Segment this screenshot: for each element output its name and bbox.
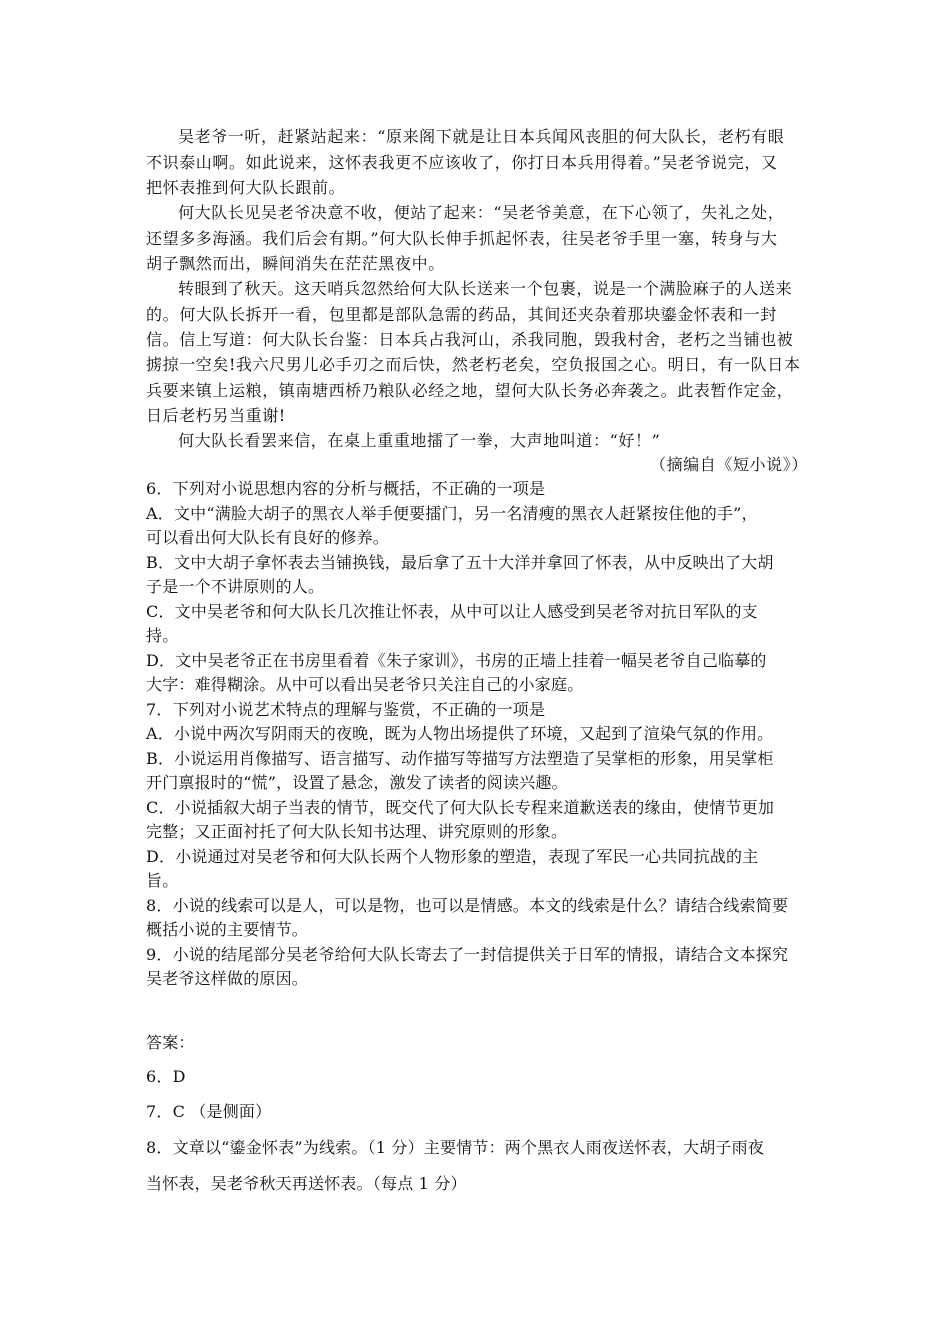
story-line: 掳掠一空矣!我六尺男儿必手刃之而后快，然老朽老矣，空负报国之心。明日，有一队日本	[146, 355, 801, 374]
story-line: 转眼到了秋天。这天哨兵忽然给何大队长送来一个包裹，说是一个满脸麻子的人送来	[178, 279, 793, 298]
story-line: 把怀表推到何大队长跟前。	[146, 178, 346, 197]
question-7-option-d-cont: 旨。	[146, 871, 179, 890]
answer-8-cont: 当怀表，吴老爷秋天再送怀表。（每点 1 分）	[146, 1174, 467, 1193]
question-8-stem: 8．小说的线索可以是人，可以是物，也可以是情感。本文的线索是什么？请结合线索简要	[146, 896, 789, 915]
answer-6: 6．D	[146, 1067, 186, 1086]
question-7-option-b-cont: 开门禀报时的“慌”，设置了悬念，激发了读者的阅读兴趣。	[146, 773, 568, 792]
question-6-option-a-cont: 可以看出何大队长有良好的修养。	[146, 528, 390, 547]
source-attribution: （摘编自《短小说》）	[649, 455, 808, 474]
answer-7: 7．C （是侧面）	[146, 1102, 272, 1121]
story-line: 日后老朽另当重谢!	[146, 406, 286, 425]
question-6-option-d: D．文中吴老爷正在书房里看着《朱子家训》，书房的正墙上挂着一幅吴老爷自己临摹的	[146, 651, 767, 670]
story-line: 何大队长看罢来信，在桌上重重地擂了一拳，大声地叫道：“好！”	[178, 431, 661, 450]
question-6-option-b-cont: 子是一个不讲原则的人。	[146, 577, 325, 596]
story-line: 胡子飘然而出，瞬间消失在茫茫黑夜中。	[146, 254, 445, 273]
question-6-option-a: A．文中“满脸大胡子的黑衣人举手便要擂门，另一名清瘦的黑衣人赶紧按住他的手”，	[146, 504, 758, 523]
question-6-option-c-cont: 持。	[146, 626, 179, 645]
question-9-stem-cont: 吴老爷这样做的原因。	[146, 969, 309, 988]
story-line: 吴老爷一听，赶紧站起来：“原来阁下就是让日本兵闻风丧胆的何大队长，老朽有眼	[178, 127, 785, 146]
question-8-stem-cont: 概括小说的主要情节。	[146, 920, 309, 939]
story-line: 不识泰山啊。如此说来，这怀表我更不应该收了，你打日本兵用得着。”吴老爷说完，又	[146, 153, 778, 172]
question-7-option-c: C．小说插叙大胡子当表的情节，既交代了何大队长专程来道歉送表的缘由，使情节更加	[146, 798, 775, 817]
story-line: 的。何大队长拆开一看，包里都是部队急需的药品，其间还夹杂着那块鎏金怀表和一封	[146, 305, 777, 324]
story-line: 何大队长见吴老爷决意不收，便站了起来：“吴老爷美意，在下心领了，失礼之处，	[178, 203, 785, 222]
question-7-option-c-cont: 完整；又正面衬托了何大队长知书达理、讲究原则的形象。	[146, 822, 568, 841]
question-7-option-d: D．小说通过对吴老爷和何大队长两个人物形象的塑造，表现了军民一心共同抗战的主	[146, 847, 759, 866]
question-9-stem: 9．小说的结尾部分吴老爷给何大队长寄去了一封信提供关于日军的情报，请结合文本探究	[146, 945, 789, 964]
question-7-stem: 7．下列对小说艺术特点的理解与鉴赏，不正确的一项是	[146, 700, 546, 719]
question-6-option-b: B．文中大胡子拿怀表去当铺换钱，最后拿了五十大洋并拿回了怀表，从中反映出了大胡	[146, 553, 774, 572]
question-6-stem: 6．下列对小说思想内容的分析与概括，不正确的一项是	[146, 479, 546, 498]
story-line: 兵要来镇上运粮，镇南塘西桥乃粮队必经之地，望何大队长务必奔袭之。此表暂作定金，	[146, 381, 794, 400]
story-line: 还望多多海涵。我们后会有期。”何大队长伸手抓起怀表，往吴老爷手里一塞，转身与大	[146, 229, 778, 248]
question-7-option-a: A．小说中两次写阴雨天的夜晚，既为人物出场提供了环境，又起到了渲染气氛的作用。	[146, 724, 774, 743]
question-6-option-d-cont: 大字：难得糊涂。从中可以看出吴老爷只关注自己的小家庭。	[146, 675, 584, 694]
answer-8: 8．文章以“鎏金怀表”为线索。（1 分）主要情节：两个黑衣人雨夜送怀表，大胡子雨夜	[146, 1138, 765, 1157]
question-6-option-c: C．文中吴老爷和何大队长几次推让怀表，从中可以让人感受到吴老爷对抗日军队的支	[146, 602, 758, 621]
question-7-option-b: B．小说运用肖像描写、语言描写、动作描写等描写方法塑造了吴掌柜的形象，用吴掌柜	[146, 749, 774, 768]
answers-heading: 答案：	[146, 1033, 195, 1052]
story-line: 信。信上写道：何大队长台鉴：日本兵占我河山，杀我同胞，毁我村舍，老朽之当铺也被	[146, 330, 794, 349]
